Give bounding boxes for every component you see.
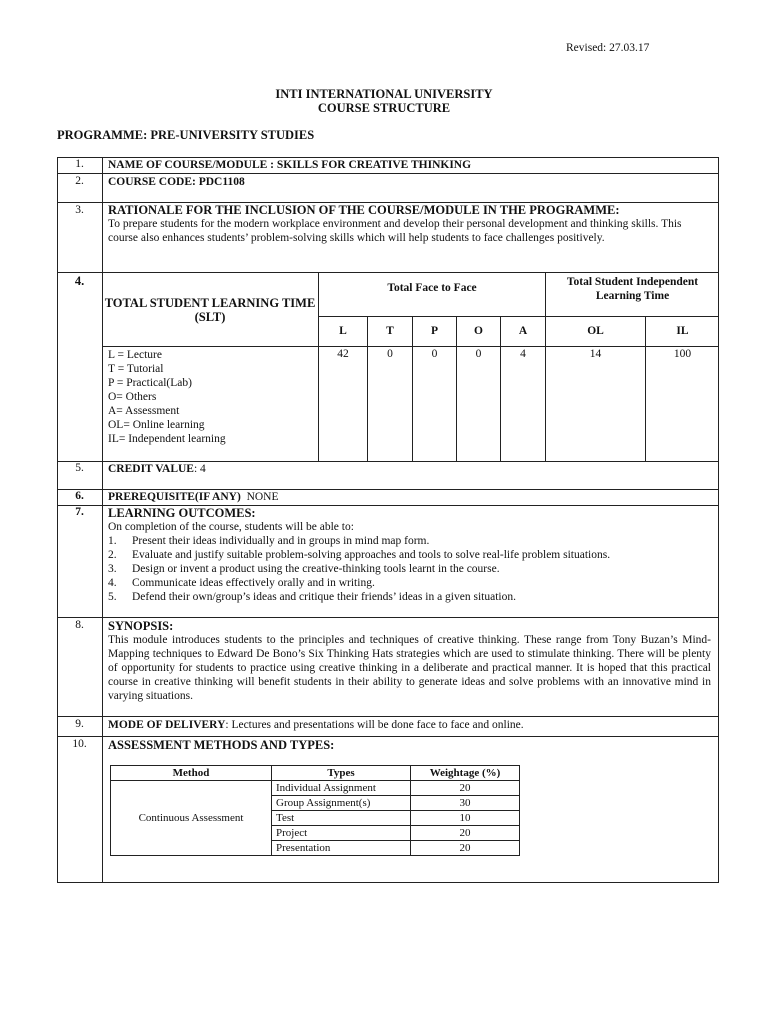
revised-date: Revised: 27.03.17 <box>566 42 650 54</box>
legend-item: O= Others <box>108 391 157 403</box>
mode-of-delivery-value: : Lectures and presentations will be done face to face and online. <box>225 719 524 731</box>
row-number: 2. <box>75 175 84 187</box>
learning-outcomes-intro: On completion of the course, students will be able to: <box>108 521 354 533</box>
slt-legend <box>108 348 313 446</box>
rationale-body: To prepare students for the modern workplace environment and develop their personal development and thinking skills. This course also enhances students’ problem-solving skills which will help students to face challenges positively. <box>108 218 682 244</box>
table-row <box>111 781 520 796</box>
credit-value-label: CREDIT VALUE <box>108 463 194 475</box>
list-item <box>108 576 711 590</box>
slt-grid-line <box>318 316 719 317</box>
column-divider <box>102 157 103 883</box>
legend-item: A= Assessment <box>108 405 180 417</box>
weight-cell: 20 <box>411 826 520 841</box>
item-text: Evaluate and justify suitable problem-solving approaches and tools to solve real-life problem situations. <box>132 549 611 561</box>
weight-cell: 20 <box>411 841 520 856</box>
document-header <box>0 87 768 115</box>
slt-col-p: P <box>430 325 439 337</box>
slt-col-o: O <box>474 325 483 337</box>
slt-value-a: 4 <box>520 348 526 360</box>
slt-col-t: T <box>386 325 394 337</box>
slt-grid-line <box>645 316 646 461</box>
legend-item: OL= Online learning <box>108 419 205 431</box>
programme-label: PROGRAMME: PRE-UNIVERSITY STUDIES <box>57 128 315 142</box>
list-item <box>108 534 711 548</box>
legend-item: IL= Independent learning <box>108 433 226 445</box>
synopsis-title: SYNOPSIS: <box>108 619 174 633</box>
prerequisite-label: PREREQUISITE(IF ANY) <box>108 491 241 503</box>
item-number: 1. <box>108 535 117 547</box>
row-number: 10. <box>72 738 87 750</box>
assessment-table <box>110 765 520 856</box>
weight-cell: 30 <box>411 796 520 811</box>
row-divider <box>57 173 719 174</box>
slt-col-l: L <box>339 325 347 337</box>
weight-cell: 10 <box>411 811 520 826</box>
assessment-title: ASSESSMENT METHODS AND TYPES: <box>108 738 335 752</box>
row-number: 9. <box>75 718 84 730</box>
document-title: COURSE STRUCTURE <box>317 101 451 115</box>
list-item <box>108 562 711 576</box>
outcomes-list <box>108 534 711 604</box>
weight-cell: 20 <box>411 781 520 796</box>
row-number: 1. <box>75 158 84 170</box>
item-text: Design or invent a product using the creative-thinking tools learnt in the course. <box>132 563 500 575</box>
learning-outcomes-title: LEARNING OUTCOMES: <box>108 506 256 520</box>
rationale-section <box>108 203 711 245</box>
row-divider <box>57 617 719 618</box>
row-divider <box>57 716 719 717</box>
slt-grid-line <box>456 316 457 461</box>
method-cell: Continuous Assessment <box>111 781 272 856</box>
item-number: 5. <box>108 591 117 603</box>
synopsis <box>108 619 711 703</box>
slt-value-il: 100 <box>673 348 692 360</box>
synopsis-body: This module introduces students to the principles and techniques of creative thinking. These range from Tony Buzan’s Mind-Mapping techniques to Edward De Bono’s Six Thinking Hats strategies which are used to stimulate thinking. There will be plenty of opportunity for students to practice using creative thinking in a deliberate and practical manner. It is hoped that this practical course in creative thinking will benefit students in their ability to generate ideas and solve problems with an innovative mind in varying situations. <box>108 634 711 702</box>
row-number: 5. <box>75 462 84 474</box>
mode-of-delivery <box>108 718 711 732</box>
credit-value <box>108 462 711 476</box>
row-number: 6. <box>75 490 84 502</box>
course-name: NAME OF COURSE/MODULE : SKILLS FOR CREATIVE THINKING <box>108 159 472 171</box>
slt-label: TOTAL STUDENT LEARNING TIME (SLT) <box>104 296 316 324</box>
slt-value-t: 0 <box>387 348 393 360</box>
slt-grid-line <box>318 272 319 461</box>
row-number: 8. <box>75 619 84 631</box>
list-item <box>108 548 711 562</box>
column-header: Weightage (%) <box>411 766 520 781</box>
slt-grid-line <box>367 316 368 461</box>
type-cell: Presentation <box>272 841 411 856</box>
type-cell: Group Assignment(s) <box>272 796 411 811</box>
row-divider <box>57 272 719 273</box>
independent-learning-header: Total Student Independent Learning Time <box>566 276 699 302</box>
item-number: 4. <box>108 577 117 589</box>
legend-item: T = Tutorial <box>108 363 164 375</box>
university-name: INTI INTERNATIONAL UNIVERSITY <box>275 87 493 101</box>
slt-value-l: 42 <box>337 348 349 360</box>
row-number: 3. <box>75 204 84 216</box>
type-cell: Individual Assignment <box>272 781 411 796</box>
item-text: Present their ideas individually and in groups in mind map form. <box>132 535 430 547</box>
row-divider <box>57 736 719 737</box>
row-number: 7. <box>75 506 84 518</box>
column-header: Method <box>111 766 272 781</box>
slt-col-il: IL <box>676 325 689 337</box>
slt-grid-line <box>412 316 413 461</box>
prerequisite <box>108 490 711 504</box>
slt-value-o: 0 <box>475 348 482 360</box>
type-cell: Test <box>272 811 411 826</box>
list-item <box>108 590 711 604</box>
credit-value-number: : 4 <box>193 463 206 475</box>
item-number: 2. <box>108 549 117 561</box>
item-text: Communicate ideas effectively orally and in writing. <box>132 577 375 589</box>
item-text: Defend their own/group’s ideas and critique their friends’ ideas in a given situation. <box>132 591 516 603</box>
rationale-title: RATIONALE FOR THE INCLUSION OF THE COURSE/MODULE IN THE PROGRAMME: <box>108 203 620 217</box>
course-code: COURSE CODE: PDC1108 <box>108 176 245 188</box>
face-to-face-header: Total Face to Face <box>387 282 477 294</box>
legend-item: P = Practical(Lab) <box>108 377 192 389</box>
item-number: 3. <box>108 563 117 575</box>
column-header: Types <box>272 766 411 781</box>
slt-col-a: A <box>518 325 528 337</box>
legend-item: L = Lecture <box>108 349 162 361</box>
slt-value-ol: 14 <box>589 348 602 360</box>
table-header-row <box>111 766 520 781</box>
type-cell: Project <box>272 826 411 841</box>
slt-col-ol: OL <box>587 325 604 337</box>
row-number: 4. <box>74 274 85 288</box>
slt-grid-line <box>500 316 501 461</box>
slt-value-p: 0 <box>431 348 438 360</box>
mode-of-delivery-label: MODE OF DELIVERY <box>108 719 226 731</box>
prerequisite-value: NONE <box>246 491 279 503</box>
slt-grid-line <box>102 346 719 347</box>
learning-outcomes <box>108 506 711 604</box>
